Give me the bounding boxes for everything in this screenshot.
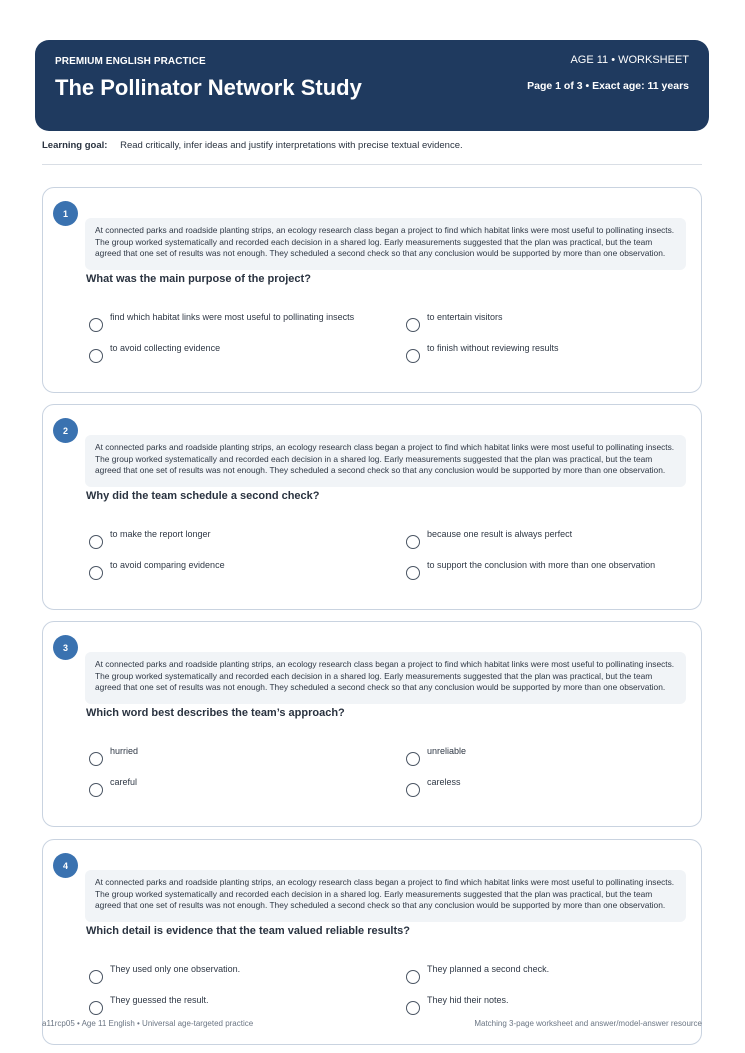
answer-option-text: hurried bbox=[110, 746, 139, 756]
radio-button[interactable] bbox=[89, 318, 103, 332]
answer-option[interactable] bbox=[89, 777, 379, 799]
radio-button[interactable] bbox=[89, 349, 103, 363]
question-prompt: What was the main purpose of the project? bbox=[86, 273, 311, 285]
answer-option[interactable] bbox=[406, 746, 696, 768]
answer-option-text: because one result is always perfect bbox=[427, 529, 573, 539]
reading-passage: At connected parks and roadside planting strips, an ecology research class began a project to find which habitat links were most useful to pollinating insects. The group worked systematically and recorded each decision in a shared log. Early measurements suggested that the plan was practical, but the team agreed that one set of results was not enough. They scheduled a second check so that any conclusion would be supported by more than one observation. bbox=[85, 870, 686, 922]
answer-option-text: to support the conclusion with more than one observation bbox=[427, 560, 656, 570]
radio-button[interactable] bbox=[406, 970, 420, 984]
answer-option-text: to avoid collecting evidence bbox=[110, 343, 221, 353]
answer-option[interactable] bbox=[406, 343, 696, 365]
radio-button[interactable] bbox=[406, 318, 420, 332]
answer-option[interactable] bbox=[89, 343, 379, 365]
answer-option[interactable] bbox=[89, 529, 379, 551]
answer-option[interactable] bbox=[406, 312, 696, 334]
answer-option-text: find which habitat links were most useful to pollinating insects bbox=[110, 312, 355, 322]
question-card-1 bbox=[42, 187, 702, 393]
question-number-badge: 4 bbox=[53, 853, 78, 878]
answer-option[interactable] bbox=[89, 964, 379, 986]
answer-option-text: They planned a second check. bbox=[427, 964, 550, 974]
radio-button[interactable] bbox=[89, 535, 103, 549]
learning-goal-text: Read critically, infer ideas and justify interpretations with precise textual evidence. bbox=[120, 140, 463, 151]
answer-option-text: to finish without reviewing results bbox=[427, 343, 559, 353]
radio-button[interactable] bbox=[406, 783, 420, 797]
answer-option-text: They guessed the result. bbox=[110, 995, 209, 1005]
answer-option-text: careless bbox=[427, 777, 461, 787]
radio-button[interactable] bbox=[89, 1001, 103, 1015]
radio-button[interactable] bbox=[406, 349, 420, 363]
answer-option[interactable] bbox=[406, 995, 696, 1017]
radio-button[interactable] bbox=[89, 970, 103, 984]
footer-note: Matching 3-page worksheet and answer/model-answer resource bbox=[474, 1019, 702, 1028]
reading-passage: At connected parks and roadside planting strips, an ecology research class began a project to find which habitat links were most useful to pollinating insects. The group worked systematically and recorded each decision in a shared log. Early measurements suggested that the plan was practical, but the team agreed that one set of results was not enough. They scheduled a second check so that any conclusion would be supported by more than one observation. bbox=[85, 435, 686, 487]
reading-passage: At connected parks and roadside planting strips, an ecology research class began a project to find which habitat links were most useful to pollinating insects. The group worked systematically and recorded each decision in a shared log. Early measurements suggested that the plan was practical, but the team agreed that one set of results was not enough. They scheduled a second check so that any conclusion would be supported by more than one observation. bbox=[85, 652, 686, 704]
question-prompt: Which detail is evidence that the team valued reliable results? bbox=[86, 925, 410, 937]
question-card-2 bbox=[42, 404, 702, 610]
answer-option[interactable] bbox=[89, 312, 379, 334]
page-info: Page 1 of 3 • Exact age: 11 years bbox=[527, 80, 689, 92]
divider bbox=[42, 164, 702, 165]
radio-button[interactable] bbox=[89, 566, 103, 580]
question-number-badge: 3 bbox=[53, 635, 78, 660]
question-prompt: Which word best describes the team’s approach? bbox=[86, 707, 345, 719]
age-tag: AGE 11 • WORKSHEET bbox=[570, 54, 689, 66]
answer-option[interactable] bbox=[89, 746, 379, 768]
answer-option-text: careful bbox=[110, 777, 138, 787]
learning-goal bbox=[42, 140, 702, 151]
answer-option[interactable] bbox=[406, 560, 696, 582]
answer-option[interactable] bbox=[406, 777, 696, 799]
question-number-badge: 2 bbox=[53, 418, 78, 443]
answer-option[interactable] bbox=[406, 964, 696, 986]
answer-option[interactable] bbox=[89, 560, 379, 582]
worksheet-title: The Pollinator Network Study bbox=[55, 75, 362, 100]
worksheet-header bbox=[35, 40, 709, 131]
learning-goal-label: Learning goal: bbox=[42, 140, 108, 151]
answer-option[interactable] bbox=[406, 529, 696, 551]
radio-button[interactable] bbox=[406, 535, 420, 549]
answer-option-text: to avoid comparing evidence bbox=[110, 560, 225, 570]
answer-option-text: to entertain visitors bbox=[427, 312, 503, 322]
answer-option-text: They used only one observation. bbox=[110, 964, 241, 974]
question-card-4 bbox=[42, 839, 702, 1045]
question-prompt: Why did the team schedule a second check? bbox=[86, 490, 320, 502]
answer-option-text: They hid their notes. bbox=[427, 995, 509, 1005]
answer-option-text: to make the report longer bbox=[110, 529, 211, 539]
radio-button[interactable] bbox=[89, 752, 103, 766]
radio-button[interactable] bbox=[406, 566, 420, 580]
radio-button[interactable] bbox=[406, 752, 420, 766]
answer-option[interactable] bbox=[89, 995, 379, 1017]
question-number-badge: 1 bbox=[53, 201, 78, 226]
question-card-3 bbox=[42, 621, 702, 827]
reading-passage: At connected parks and roadside planting strips, an ecology research class began a project to find which habitat links were most useful to pollinating insects. The group worked systematically and recorded each decision in a shared log. Early measurements suggested that the plan was practical, but the team agreed that one set of results was not enough. They scheduled a second check so that any conclusion would be supported by more than one observation. bbox=[85, 218, 686, 270]
brand-label: PREMIUM ENGLISH PRACTICE bbox=[55, 56, 206, 67]
answer-option-text: unreliable bbox=[427, 746, 467, 756]
footer-code: a11rcp05 • Age 11 English • Universal age-targeted practice bbox=[42, 1019, 254, 1028]
radio-button[interactable] bbox=[406, 1001, 420, 1015]
radio-button[interactable] bbox=[89, 783, 103, 797]
